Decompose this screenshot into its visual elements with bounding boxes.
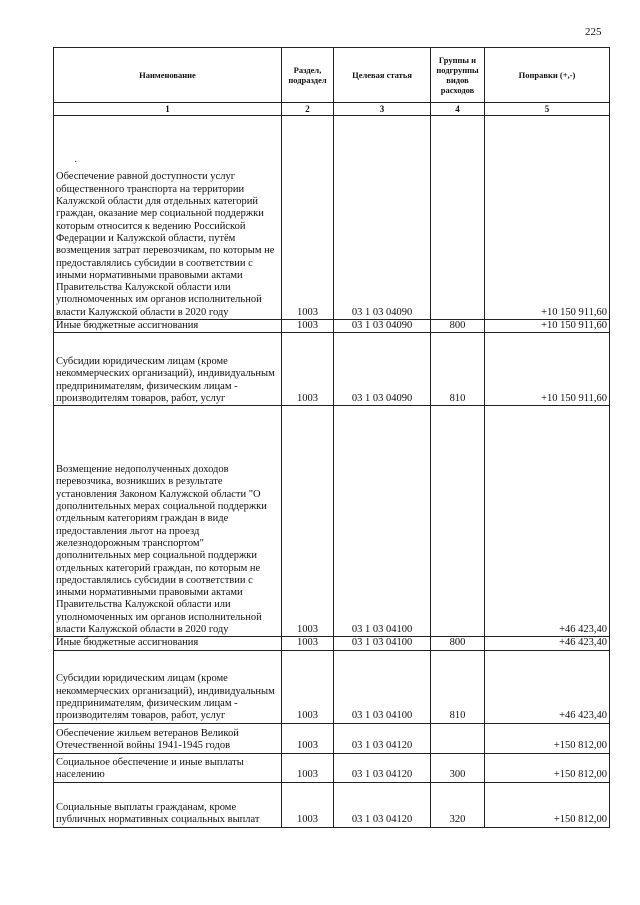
row-target: 03 1 03 04090 [334,320,431,333]
header-section: Раздел, подраздел [282,48,334,103]
row-amount: +10 150 911,60 [485,320,610,333]
row-section: 1003 [282,116,334,320]
row-target: 03 1 03 04100 [334,406,431,637]
row-group [431,723,485,753]
column-number-row [54,103,610,116]
table-row [54,320,610,333]
page-number: 225 [585,26,602,38]
row-amount: +46 423,40 [485,406,610,637]
table-row [54,116,610,320]
column-number: 5 [485,103,610,116]
row-target: 03 1 03 04090 [334,333,431,406]
row-group: 810 [431,333,485,406]
header-amendments: Поправки (+,-) [485,48,610,103]
row-target: 03 1 03 04120 [334,723,431,753]
row-name: Социальное обеспечение и иные выплаты населению [54,753,282,782]
row-amount: +10 150 911,60 [485,333,610,406]
header-row [54,48,610,103]
row-amount: +150 812,00 [485,723,610,753]
row-name: Иные бюджетные ассигнования [54,320,282,333]
table-row [54,650,610,723]
column-number: 2 [282,103,334,116]
row-amount: +150 812,00 [485,753,610,782]
row-name: Обеспечение равной доступности услуг общественного транспорта на территории Калужской области для отдельных категорий граждан, оказание мер социальной поддержки которым относится к ведению Российской Федерации и Калужской области, путём возмещения затрат перевозчикам, по которым не предоставлялись субсидии в соответствии с иными нормативными правовыми актами Правительства Калужской области или уполномоченных им органов исполнительной власти Калужской области в 2020 году [56,171,275,318]
leading-mark: · [74,157,78,169]
row-amount: +150 812,00 [485,782,610,827]
row-name: Иные бюджетные ассигнования [54,637,282,650]
amendments-table [53,47,610,828]
row-section: 1003 [282,650,334,723]
row-amount: +46 423,40 [485,650,610,723]
row-target: 03 1 03 04100 [334,637,431,650]
row-amount: +46 423,40 [485,637,610,650]
table-row [54,406,610,637]
header-target: Целевая статья [334,48,431,103]
row-section: 1003 [282,753,334,782]
table-row [54,782,610,827]
row-name: Возмещение недополученных доходов перевозчика, возникших в результате установления Законом Калужской области "О дополнительных мерах социальной поддержки отдельным категориям граждан в виде предоставления льгот на проезд железнодорожным транспортом" дополнительных мер социальной поддержки отдельных категорий граждан, по которым не предоставлялись субсидии в соответствии с иными нормативными правовыми актами Правительства Калужской области или уполномоченных им органов исполнительной власти Калужской области в 2020 году [54,406,282,637]
row-name-cell [54,116,282,320]
row-group: 300 [431,753,485,782]
row-section: 1003 [282,782,334,827]
row-section: 1003 [282,320,334,333]
row-target: 03 1 03 04120 [334,753,431,782]
row-section: 1003 [282,637,334,650]
row-target: 03 1 03 04090 [334,116,431,320]
row-group [431,406,485,637]
row-section: 1003 [282,723,334,753]
row-group: 800 [431,637,485,650]
row-name: Субсидии юридическим лицам (кроме некоммерческих организаций), индивидуальным предпринимателям, физическим лицам - производителям товаров, работ, услуг [54,333,282,406]
row-name: Субсидии юридическим лицам (кроме некоммерческих организаций), индивидуальным предпринимателям, физическим лицам - производителям товаров, работ, услуг [54,650,282,723]
row-target: 03 1 03 04120 [334,782,431,827]
row-group: 810 [431,650,485,723]
column-number: 1 [54,103,282,116]
row-name: Социальные выплаты гражданам, кроме публичных нормативных социальных выплат [54,782,282,827]
row-section: 1003 [282,406,334,637]
row-name: Обеспечение жильем ветеранов Великой Отечественной войны 1941-1945 годов [54,723,282,753]
column-number: 3 [334,103,431,116]
row-group [431,116,485,320]
row-group: 800 [431,320,485,333]
row-group: 320 [431,782,485,827]
table-row [54,723,610,753]
row-section: 1003 [282,333,334,406]
row-target: 03 1 03 04100 [334,650,431,723]
table-row [54,753,610,782]
column-number: 4 [431,103,485,116]
table-row [54,333,610,406]
header-groups: Группы и подгруппы видов расходов [431,48,485,103]
row-amount: +10 150 911,60 [485,116,610,320]
table-row [54,637,610,650]
header-name: Наименование [54,48,282,103]
